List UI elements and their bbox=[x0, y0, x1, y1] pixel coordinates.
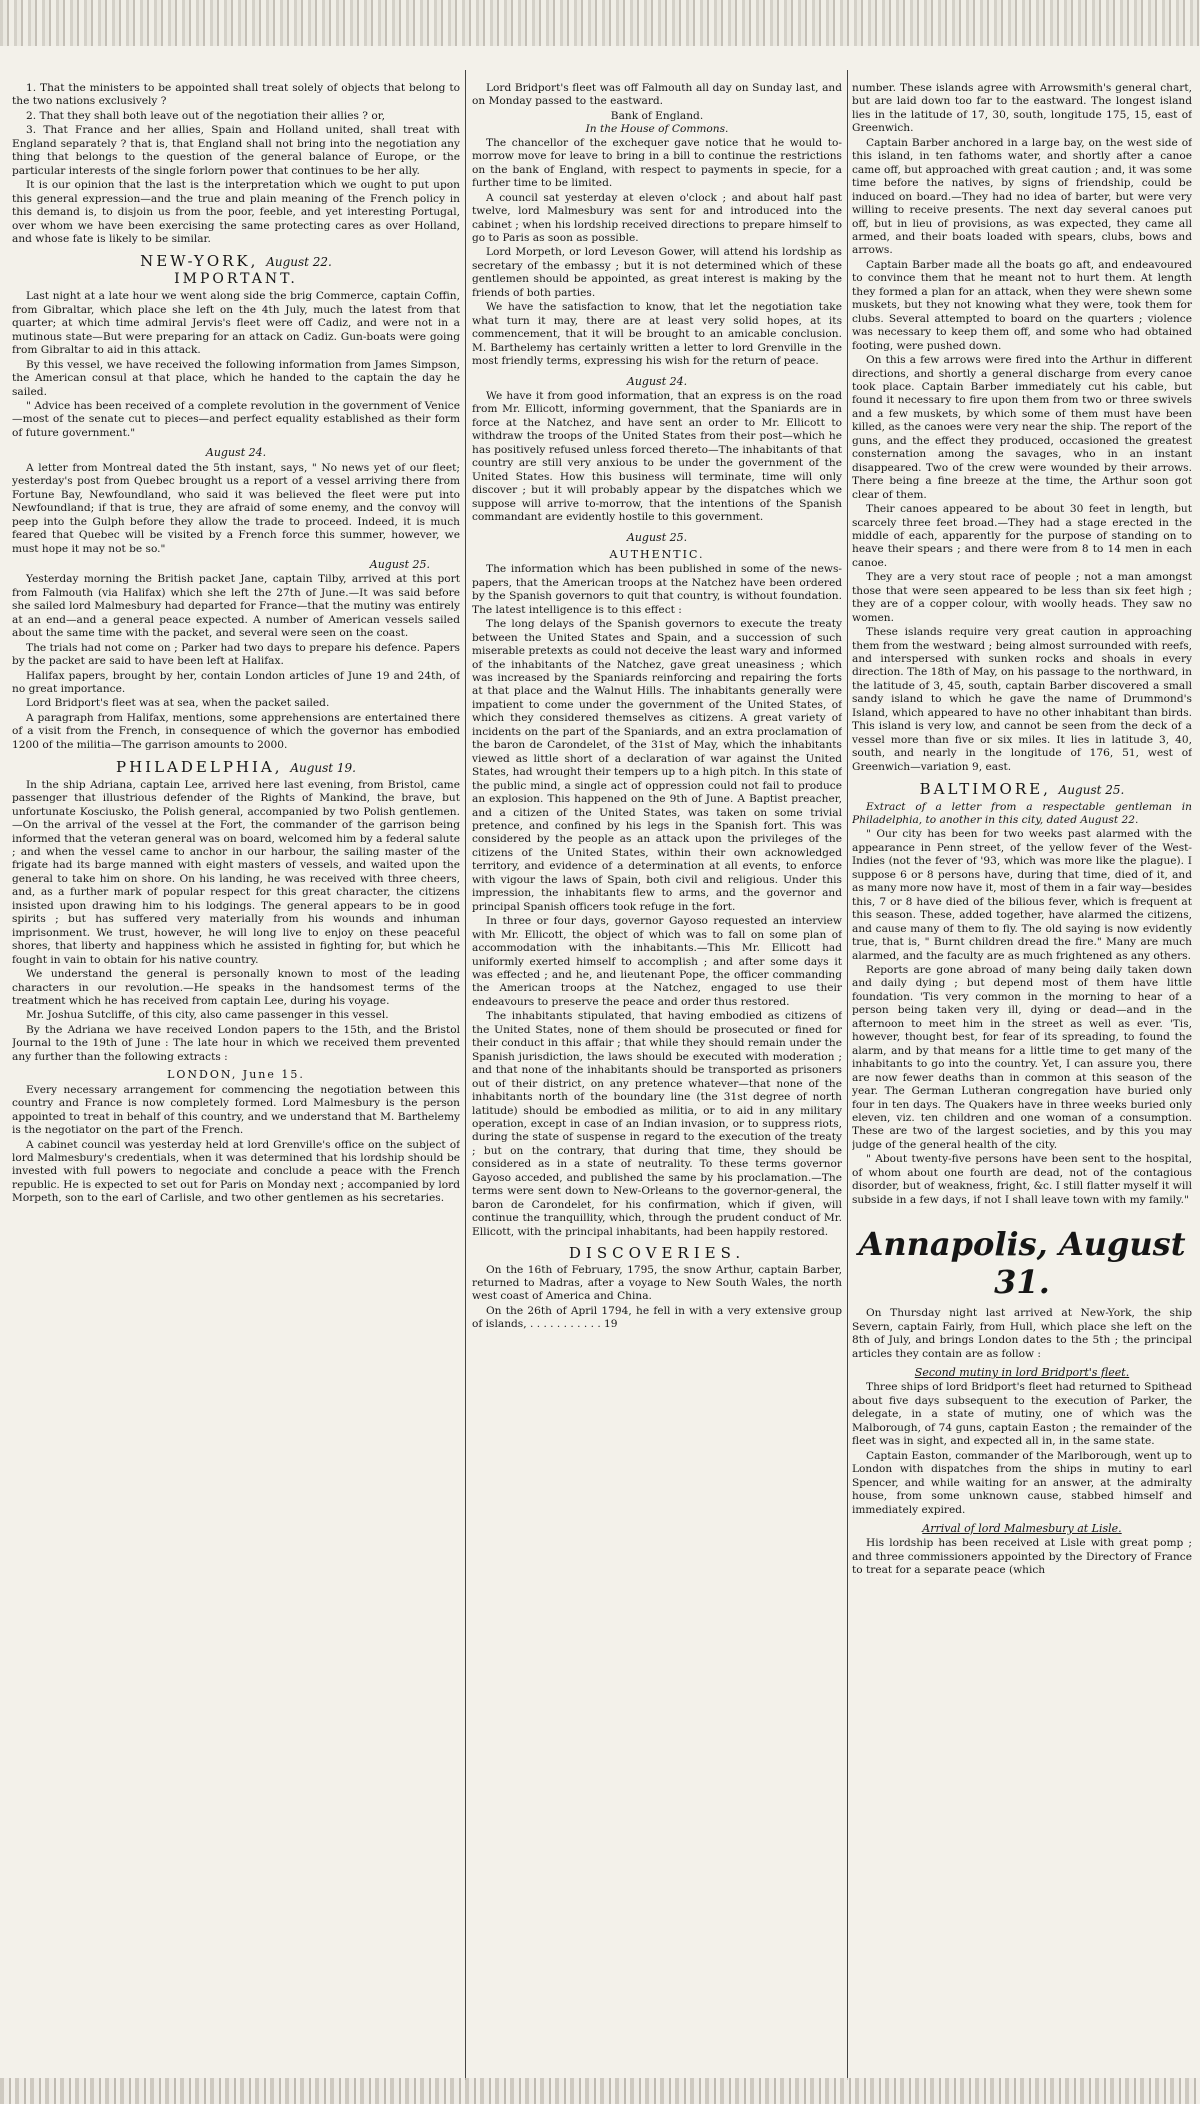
paragraph: " Our city has been for two weeks past alarmed with the appearance in Penn street, of the yellow fever of the West-Indies (not the fever of '93, which was more like the plague). I suppose 6 or 8 persons have, during that time, died of it, and as many more now have it, most of them in a fair way—besides this, 7 or 8 have died of the bilious fever, which is frequent at this season. These, added together, have alarmed the citizens, and cause many of them to fly. The old saying is now evidently true, that is, " Burnt children dread the fire." Many are much alarmed, and the faculty are as much frightened as any others. bbox=[852, 828, 1192, 962]
date-heading: August 25. bbox=[626, 530, 688, 544]
paragraph: Mr. Joshua Sutcliffe, of this city, also came passenger in this vessel. bbox=[26, 1009, 389, 1022]
paragraph: They are a very stout race of people ; not a man amongst those that were seen appeared to be less than six feet high ; they are of a copper colour, with woolly heads. They saw no women. bbox=[852, 571, 1192, 624]
paragraph: Reports are gone abroad of many being daily taken down and daily dying ; but depend most of them have little foundation. 'Tis very common in the morning to hear of a person being taken very ill, dying or dead—and in the afternoon to meet him in the street as well as ever. 'Tis, however, thought best, for fear of its spreading, to found the alarm, and by that means for a little time to get many of the inhabitants to go into the country. Yet, I can assure you, there are now fewer deaths than in common at this season of the year. The German Lutheran congregation have buried only four in ten days. The Quakers have in three weeks buried only eleven, viz. ten children and one woman of a consumption. These are two of the largest societies, and by this you may judge of the general health of the city. bbox=[852, 964, 1192, 1151]
paragraph: By the Adriana we have received London papers to the 15th, and the Bristol Journal to the 19th of June : The late hour in which we received them prevented any further than the following extracts : bbox=[12, 1023, 460, 1063]
paragraph: On this a few arrows were fired into the Arthur in different directions, and shortly a general discharge from every canoe took place. Captain Barber immediately cut his cable, but found it necessary to fire upon them from two or three swivels and a few muskets, by which some of them must have been killed, as the canoes were very near the ship. The report of the guns, and the effect they produced, occasioned the greatest consternation among the savages, who in an instant disappeared. Two of the crew were wounded by their arrows. There being a fine breeze at the time, the Arthur soon got clear of them. bbox=[852, 354, 1192, 501]
dateline-date: August 22. bbox=[266, 255, 332, 270]
paragraph: We have the satisfaction to know, that let the negotiation take what turn it may, there are at least very solid hopes, at its commencement, that it will be brought to an amicable conclusion. M. Barthelemy has certainly written a letter to lord Grenville in the most friendly terms, expressing his wish for the return of peace. bbox=[472, 301, 842, 368]
paragraph: Their canoes appeared to be about 30 feet in length, but scarcely three feet broad.—They had a stage erected in the middle of each, apparently for the purpose of standing on to heave their spears ; and there were from 8 to 14 men in each canoe. bbox=[852, 503, 1192, 569]
section-heading-arrival: Arrival of lord Malmesbury at Lisle. bbox=[922, 1521, 1122, 1535]
section-heading-commons: In the House of Commons. bbox=[585, 123, 729, 136]
column-rule-1 bbox=[465, 70, 466, 2080]
date-heading: August 24. bbox=[205, 446, 267, 460]
paragraph: The chancellor of the exchequer gave notice that he would to-morrow move for leave to bring in a bill to continue the restrictions on the bank of England, with respect to payments in specie, for a further time to be limited. bbox=[472, 136, 842, 190]
paragraph: Lord Bridport's fleet was at sea, when the packet sailed. bbox=[26, 697, 330, 710]
paragraph: The inhabitants stipulated, that having embodied as citizens of the United States, none of them should be prosecuted or fined for their conduct in this affair ; that while they should remain under the Spanish jurisdiction, the laws should be executed with moderation ; and that none of the inhabitants should be transported as prisoners out of their district, on any pretence whatever—that none of the inhabitants north of the boundary line (the 31st degree of north latitude) should be embodied as militia, or to aid in any military operation, except in case of an Indian invasion, or to suppress riots, during the state of suspense in regard to the execution of the treaty ; but on the contrary, that during that time, they should be considered as in a state of neutrality. To these terms governor Gayoso acceded, and published the same by his proclamation.—The terms were sent down to New-Orleans to the governor-general, the baron de Carondelet, for his confirmation, which if given, will continue the tranquillity, which, through the prudent conduct of Mr. Ellicott, with the principal inhabitants, had been happily restored. bbox=[472, 1010, 842, 1238]
paragraph: number. These islands agree with Arrowsmith's general chart, but are laid down too far to the eastward. The longest island lies in the latitude of 17, 30, south, longitude 175, 15, east of Greenwich. bbox=[852, 82, 1192, 135]
dateline-date: August 25. bbox=[1058, 783, 1125, 798]
paragraph: It is our opinion that the last is the interpretation which we ought to put upon this general expression—and the true and plain meaning of the French policy in this demand is, to disjoin us from the poor, feeble, and yet interesting Portugal, over whom we have been exercising the same protecting cares as over Holland, and whose fate is likely to be similar. bbox=[12, 179, 460, 245]
dateline-place: BALTIMORE, bbox=[919, 780, 1051, 799]
dateline-place: PHILADELPHIA, bbox=[116, 758, 283, 777]
paragraph: The information which has been published in some of the news-papers, that the American troops at the Natchez have been ordered by the Spanish governors to quit that country, is without foundation. The latest intelligence is to this effect : bbox=[472, 563, 842, 616]
dateline-place: NEW-YORK, bbox=[140, 252, 259, 271]
paragraph: On the 16th of February, 1795, the snow Arthur, captain Barber, returned to Madras, after a voyage to New South Wales, the north west coast of America and China. bbox=[472, 1263, 842, 1303]
paragraph: The trials had not come on ; Parker had two days to prepare his defence. Papers by the packet are said to have been left at Halifax. bbox=[12, 641, 460, 668]
paragraph: We understand the general is personally known to most of the leading characters in our revolution.—He speaks in the handsomest terms of the treatment which he has received from captain Lee, during his voyage. bbox=[12, 968, 460, 1007]
paragraph: A cabinet council was yesterday held at lord Grenville's office on the subject of lord Malmesbury's credentials, when it was determined that his lordship should be invested with full powers to negociate and conclude a peace with the French republic. He is expected to set out for Paris on Monday next ; accompanied by lord Morpeth, son to the earl of Carlisle, and two other gentlemen as his secretaries. bbox=[12, 1138, 460, 1205]
paragraph: Every necessary arrangement for commencing the negotiation between this country and France is now completely formed. Lord Malmesbury is the person appointed to treat in behalf of this country, and we understand that M. Barthelemy is the negotiator on the part of the French. bbox=[12, 1083, 460, 1137]
column-right bbox=[852, 82, 1192, 2072]
torn-bottom-edge bbox=[0, 2078, 1200, 2104]
paragraph: In the ship Adriana, captain Lee, arrived here last evening, from Bristol, came passenger that illustrious defender of the Rights of Mankind, the brave, but unfortunate Kosciusko, the Polish general, accompanied by two Polish gentlemen.—On the arrival of the vessel at the Fort, the commander of the garrison being informed that the veteran general was on board, welcomed him by a federal salute ; and when the vessel came to anchor in our harbour, the sailing master of the frigate had its barge manned with eight masters of vessels, and waited upon the general to take him on shore. On his landing, he was received with three cheers, and, as a further mark of popular respect for this great character, the citizens insisted upon drawing him to his lodgings. The general appears to be in good spirits ; but has suffered very materially from his wounds and inhuman imprisonment. We trust, however, he will long live to enjoy on these peaceful shores, that liberty and happiness which he assisted in fighting for, but which he fought in vain to obtain for his native country. bbox=[12, 778, 460, 966]
paragraph: 1. That the ministers to be appointed shall treat solely of objects that belong to the two nations exclusively ? bbox=[12, 82, 460, 108]
paragraph: Yesterday morning the British packet Jane, captain Tilby, arrived at this port from Falmouth (via Halifax) which she left the 27th of June.—It was said before she sailed lord Malmesbury had departed for France—that the mutiny was entirely at an end—and a general peace expected. A number of American vessels sailed about the same time with the packet, and several were seen on the coast. bbox=[12, 573, 460, 640]
headline-important: IMPORTANT. bbox=[174, 270, 298, 287]
paragraph: On Thursday night last arrived at New-York, the ship Severn, captain Fairly, from Hull, which place she left on the 8th of July, and brings London dates to the 5th ; the principal articles they contain are as follow : bbox=[852, 1307, 1192, 1360]
paragraph: " Advice has been received of a complete revolution in the government of Venice—most of the senate cut to pieces—and perfect equality established as their form of future government." bbox=[12, 399, 460, 439]
headline-authentic: AUTHENTIC. bbox=[609, 547, 705, 561]
dateline-date: August 19. bbox=[290, 761, 356, 776]
paragraph: A letter from Montreal dated the 5th instant, says, " No news yet of our fleet; yesterday's post from Quebec brought us a report of a vessel arriving there from Fortune Bay, Newfoundland, who said it was believed the fleet were put into Newfoundland; if that is true, they are afraid of some enemy, and the convoy will peep into the Gulph before they allow the trade to proceed. Indeed, it is much feared that Quebec will be visited by a French force this summer, however, we must hope it may not be so." bbox=[12, 461, 460, 555]
date-heading: August 25. bbox=[369, 557, 430, 571]
paragraph: Captain Barber anchored in a large bay, on the west side of this island, in ten fathoms water, and shortly after a canoe came off, but approached with great caution ; and, it was some time before the natives, by signs of friendship, could be induced on board.—They had no idea of barter, but were very willing to receive presents. The next day several canoes put off, but in lieu of provisions, as was expected, they came all armed, and their boats loaded with spears, clubs, bows and arrows. bbox=[852, 136, 1192, 257]
paragraph: Captain Barber made all the boats go aft, and endeavoured to convince them that he meant not to hurt them. At length they formed a plan for an attack, when they were shewn some muskets, but they not knowing what they were, took them for clubs. Several attempted to board on the quarters ; violence was necessary to keep them off, and some who had obtained footing, were pushed down. bbox=[852, 258, 1192, 352]
section-heading-bank: Bank of England. bbox=[610, 109, 704, 122]
paragraph: Halifax papers, brought by her, contain London articles of June 19 and 24th, of no great importance. bbox=[12, 669, 460, 696]
paragraph: Lord Bridport's fleet was off Falmouth all day on Sunday last, and on Monday passed to the eastward. bbox=[472, 82, 842, 108]
dateline-philadelphia bbox=[12, 758, 460, 777]
paragraph: 3. That France and her allies, Spain and Holland united, shall treat with England separately ? that is, that England shall not bring into the negotiation any thing that belongs to the question of the general balance of Europe, or the particular interests of the single forlorn power that continues to be her ally. bbox=[12, 124, 460, 177]
paragraph: A council sat yesterday at eleven o'clock ; and about half past twelve, lord Malmesbury was sent for and introduced into the cabinet ; when his lordship received directions to prepare himself to go to Paris as soon as possible. bbox=[472, 191, 842, 244]
dateline-new-york bbox=[12, 252, 460, 271]
column-middle bbox=[472, 82, 842, 2072]
paragraph: Three ships of lord Bridport's fleet had returned to Spithead about five days subsequent to the execution of Parker, the delegate, in a state of mutiny, one of which was the Malborough, of 74 guns, captain Easton ; the remainder of the fleet was in sight, and expected all in, in the same state. bbox=[852, 1381, 1192, 1448]
extract-intro: Extract of a letter from a respectable gentleman in Philadelphia, to another in this city, dated August 22. bbox=[852, 800, 1192, 827]
paragraph: Captain Easton, commander of the Marlborough, went up to London with dispatches from the ships in mutiny to earl Spencer, and while waiting for an answer, at the admiralty house, from some unknown cause, stabbed himself and immediately expired. bbox=[852, 1449, 1192, 1516]
paragraph: Lord Morpeth, or lord Leveson Gower, will attend his lordship as secretary of the embassy ; but it is not determined which of these gentlemen should be appointed, as great interest is making by the friends of both parties. bbox=[472, 246, 842, 299]
dateline-annapolis: Annapolis, August 31. bbox=[858, 1225, 1186, 1302]
paragraph: 2. That they shall both leave out of the negotiation their allies ? or, bbox=[26, 109, 385, 122]
column-rule-2 bbox=[847, 70, 848, 2080]
torn-top-edge bbox=[0, 0, 1200, 46]
paragraph: In three or four days, governor Gayoso requested an interview with Mr. Ellicott, the object of which was to fall on some plan of accommodation with the inhabitants.—This Mr. Ellicott had uniformly exerted himself to accomplish ; and after some days it was effected ; and he, and lieutenant Pope, the officer commanding the American troops at the Natchez, engaged to use their endeavours to preserve the peace and order thus restored. bbox=[472, 915, 842, 1008]
paragraph: " About twenty-five persons have been sent to the hospital, of whom about one fourth are dead, not of the contagious disorder, but of weakness, fright, &c. I still flatter myself it will subside in a few days, if not I shall leave town with my family." bbox=[852, 1153, 1192, 1206]
paragraph: His lordship has been received at Lisle with great pomp ; and three commissioners appointed by the Directory of France to treat for a separate peace (which bbox=[852, 1537, 1192, 1577]
paragraph: A paragraph from Halifax, mentions, some apprehensions are entertained there of a visit from the French, in consequence of which the governor has embodied 1200 of the militia—The garrison amounts to 2000. bbox=[12, 711, 460, 751]
paragraph: The long delays of the Spanish governors to execute the treaty between the United States and Spain, and a succession of such miserable pretexts as could not deceive the least wary and informed of the inhabitants of the Natchez, gave great uneasiness ; which was increased by the Spaniards reinforcing and repairing the forts at that place and the Walnut Hills. The inhabitants generally were impatient to come under the government of the United States, of which they considered themselves as citizens. A great variety of incidents on the part of the Spaniards, and an extra proclamation of the baron de Carondelet, of the 31st of May, which the inhabitants viewed as little short of a declaration of war against the United States, had wrought their tempers up to a high pitch. In this state of the public mind, a single act of oppression could not fail to produce an explosion. This happened on the 9th of June. A Baptist preacher, and a citizen of the United States, was taken on some trivial pretence, and confined by his legs in the Spanish fort. This was considered by the people as an attack upon the privileges of the citizens of the United States, within their own acknowledged territory, and evidence of a determination at all events, to enforce with vigour the laws of Spain, both civil and religious. Under this impression, the inhabitants flew to arms, and the governor and principal Spanish officers took refuge in the fort. bbox=[472, 618, 842, 913]
paragraph: On the 26th of April 1794, he fell in with a very extensive group of islands, . . . . . . . . . . . 19 bbox=[472, 1304, 842, 1331]
dateline-london: LONDON, June 15. bbox=[167, 1068, 305, 1082]
headline-discoveries: DISCOVERIES. bbox=[568, 1244, 746, 1263]
paragraph: By this vessel, we have received the following information from James Simpson, the American consul at that place, which he handed to the captain the day he sailed. bbox=[12, 358, 460, 398]
paragraph: We have it from good information, that an express is on the road from Mr. Ellicott, informing government, that the Spaniards are in force at the Natchez, and have sent an order to Mr. Ellicott to withdraw the troops of the United States from their post—which he has positively refused unless forced thereto—The inhabitants of that country are still very anxious to be under the government of the United States. How this business will terminate, time will only discover ; but it will probably appear by the dispatches which we suppose will arrive to-morrow, that the intentions of the Spanish commandant are evidently hostile to this government. bbox=[472, 389, 842, 524]
dateline-baltimore bbox=[852, 780, 1192, 799]
paragraph: Last night at a late hour we went along side the brig Commerce, captain Coffin, from Gibraltar, which place she left on the 4th July, much the latest from that quarter; at which time admiral Jervis's fleet were off Cadiz, and were not in a mutinous state—But were preparing for an attack on Cadiz. Gun-boats were going from Gibraltar to aid in this attack. bbox=[12, 290, 460, 357]
date-heading: August 24. bbox=[626, 374, 688, 388]
section-heading-mutiny: Second mutiny in lord Bridport's fleet. bbox=[914, 1365, 1130, 1379]
paragraph: These islands require very great caution in approaching them from the westward ; being almost surrounded with reefs, and interspersed with sunken rocks and shoals in every direction. The 18th of May, on his passage to the northward, in the latitude of 3, 45, south, captain Barber discovered a small sandy island to which he gave the name of Drummond's Island, which appeared to have no other inhabitant than birds. This island is very low, and cannot be seen from the deck of a vessel more than five or six miles. It lies in latitude 3, 40, south, and nearly in the longitude of 176, 51, west of Greenwich—variation 9, east. bbox=[852, 626, 1192, 773]
column-left bbox=[12, 82, 460, 2072]
